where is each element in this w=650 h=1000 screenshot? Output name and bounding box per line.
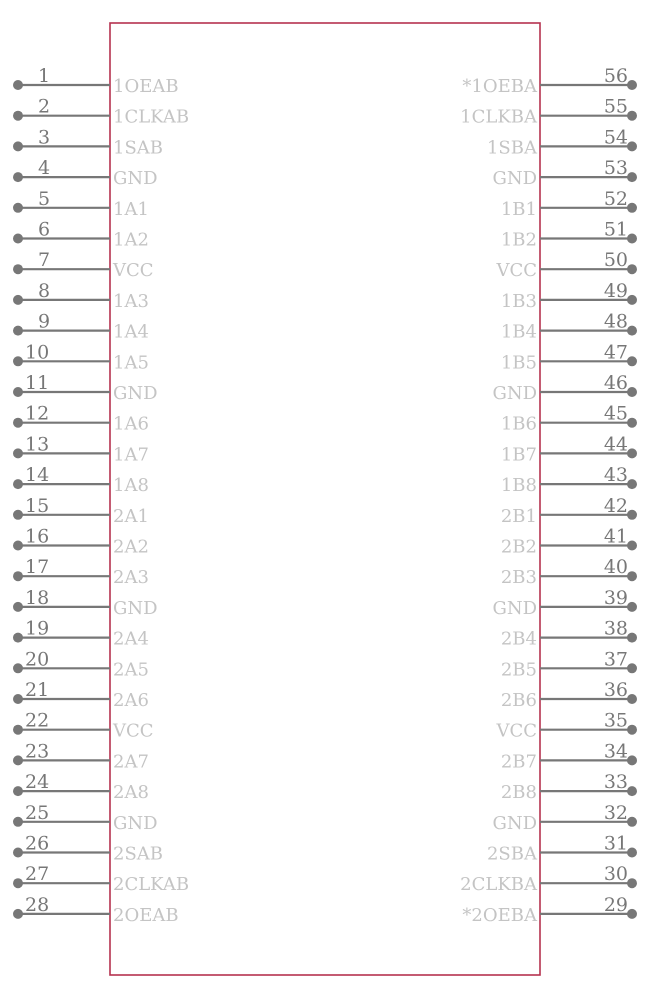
- pin-end-dot: [627, 418, 637, 428]
- pin-end-dot: [627, 663, 637, 673]
- pin-number: 18: [25, 586, 50, 609]
- pin-name: 2A7: [113, 751, 149, 773]
- pin-name: 1OEAB: [113, 76, 179, 97]
- pin-14: [13, 464, 149, 496]
- pin-number: 54: [603, 126, 628, 149]
- pin-number: 41: [603, 525, 628, 548]
- pin-21: [13, 679, 149, 711]
- pin-number: 19: [25, 617, 50, 640]
- pin-number: 8: [38, 279, 51, 302]
- pin-name: 2B5: [500, 659, 537, 681]
- pin-32: [492, 802, 637, 834]
- pin-end-dot: [627, 510, 637, 520]
- pin-name: 1B1: [500, 198, 537, 220]
- pin-end-dot: [627, 786, 637, 796]
- pin-name: 2A3: [113, 567, 149, 589]
- pin-number: 42: [603, 494, 628, 517]
- pin-43: [501, 464, 637, 496]
- pin-18: [13, 587, 158, 619]
- pin-39: [492, 587, 637, 619]
- pin-9: [13, 311, 149, 343]
- pin-number: 53: [603, 157, 628, 180]
- pin-number: 55: [603, 95, 628, 118]
- pin-number: 2: [38, 95, 51, 118]
- pin-end-dot: [13, 633, 23, 643]
- pin-name: 1CLKAB: [113, 106, 190, 128]
- pin-end-dot: [627, 602, 637, 612]
- pin-34: [501, 740, 637, 772]
- pin-name: GND: [492, 597, 537, 619]
- pin-end-dot: [13, 479, 23, 489]
- pin-name: 2SAB: [113, 843, 164, 865]
- pin-end-dot: [627, 725, 637, 735]
- pin-number: 21: [25, 679, 50, 701]
- pin-end-dot: [13, 571, 23, 581]
- pin-number: 12: [25, 402, 50, 425]
- pin-number: 43: [603, 464, 628, 487]
- pin-55: [460, 96, 637, 128]
- pin-name: 2B1: [500, 505, 537, 527]
- pin-56: [462, 65, 637, 97]
- pin-end-dot: [13, 786, 23, 796]
- pin-end-dot: [627, 172, 637, 182]
- pin-2: [13, 96, 189, 128]
- pin-name: 2CLKBA: [460, 874, 537, 896]
- pin-number: 33: [603, 771, 628, 794]
- pin-end-dot: [627, 817, 637, 827]
- pin-name: VCC: [496, 260, 537, 282]
- pin-end-dot: [13, 356, 23, 366]
- pin-name: 2B4: [500, 628, 537, 650]
- pin-end-dot: [627, 448, 637, 458]
- pin-number: 7: [38, 249, 51, 272]
- pin-19: [13, 618, 149, 650]
- pin-end-dot: [627, 141, 637, 151]
- pin-name: 2B6: [500, 690, 537, 711]
- pin-end-dot: [627, 755, 637, 765]
- pin-16: [13, 526, 149, 558]
- pin-end-dot: [13, 663, 23, 673]
- pin-3: [13, 126, 163, 158]
- pin-53: [492, 157, 637, 189]
- pin-name: 1A1: [113, 198, 149, 220]
- pin-end-dot: [627, 295, 637, 305]
- pin-4: [13, 157, 158, 189]
- pin-name: VCC: [496, 720, 537, 742]
- pin-number: 27: [25, 863, 50, 886]
- pin-name: 2A5: [113, 659, 149, 681]
- pin-12: [13, 403, 149, 435]
- pin-52: [501, 188, 637, 220]
- pin-number: 52: [603, 187, 628, 210]
- pin-name: 1B3: [500, 290, 537, 312]
- pin-name: 1A2: [113, 229, 149, 251]
- pin-end-dot: [13, 387, 23, 397]
- pin-13: [13, 433, 149, 465]
- pin-name: 1B2: [500, 229, 537, 251]
- pin-40: [501, 556, 637, 588]
- pin-41: [501, 526, 637, 558]
- pin-end-dot: [13, 326, 23, 336]
- pin-number: 37: [603, 648, 628, 671]
- pin-end-dot: [13, 725, 23, 735]
- pin-number: 29: [603, 893, 628, 916]
- pin-17: [13, 556, 149, 588]
- pin-end-dot: [627, 848, 637, 858]
- pin-number: 32: [603, 801, 628, 824]
- pin-number: 45: [603, 402, 628, 425]
- pin-end-dot: [13, 111, 23, 121]
- pin-number: 16: [25, 525, 50, 548]
- pin-end-dot: [13, 755, 23, 765]
- pin-number: 17: [25, 556, 50, 579]
- pin-name: 1B6: [500, 413, 537, 435]
- pin-name: GND: [113, 168, 158, 190]
- pin-end-dot: [13, 541, 23, 551]
- pin-33: [501, 771, 637, 803]
- pin-number: 51: [603, 218, 628, 241]
- pin-name: 1A5: [113, 352, 149, 374]
- pin-30: [460, 863, 637, 895]
- pin-end-dot: [627, 909, 637, 919]
- pin-name: GND: [113, 812, 158, 834]
- pin-name: 2B3: [500, 567, 537, 589]
- pin-name: 1SBA: [486, 137, 537, 159]
- pin-number: 10: [25, 341, 50, 364]
- pin-number: 47: [603, 341, 628, 364]
- pin-number: 1: [38, 65, 51, 87]
- pin-number: 9: [38, 310, 51, 333]
- pin-end-dot: [13, 295, 23, 305]
- pin-name: 2OEAB: [113, 904, 179, 926]
- pin-name: 2B7: [500, 751, 537, 773]
- pin-51: [501, 219, 637, 251]
- pin-number: 11: [25, 372, 50, 394]
- pin-name: VCC: [113, 720, 154, 742]
- pin-end-dot: [13, 234, 23, 244]
- pin-name: 2A8: [113, 782, 149, 804]
- pin-27: [13, 863, 189, 895]
- pin-11: [13, 372, 158, 404]
- ic-body-outline: [110, 23, 540, 975]
- pin-number: 46: [603, 372, 628, 394]
- pin-number: 50: [603, 249, 628, 272]
- pin-50: [495, 249, 637, 281]
- pin-45: [501, 403, 637, 435]
- pin-23: [13, 740, 149, 772]
- pin-1: [13, 65, 179, 97]
- pin-number: 20: [25, 648, 50, 671]
- pin-end-dot: [13, 848, 23, 858]
- left-pin-group: [13, 65, 189, 926]
- pin-name: 1B7: [500, 444, 537, 466]
- pin-name: 1A6: [113, 413, 149, 435]
- pin-end-dot: [13, 172, 23, 182]
- pin-name: 2A2: [113, 536, 149, 558]
- pin-number: 6: [38, 218, 51, 241]
- pin-end-dot: [627, 479, 637, 489]
- pin-number: 35: [603, 709, 628, 732]
- pin-24: [13, 771, 149, 803]
- pin-number: 26: [25, 832, 50, 855]
- pin-5: [13, 188, 149, 220]
- pin-end-dot: [627, 234, 637, 244]
- pin-name: 1A7: [113, 444, 149, 466]
- pin-end-dot: [13, 141, 23, 151]
- pin-end-dot: [627, 264, 637, 274]
- pin-number: 13: [25, 433, 50, 456]
- pin-7: [13, 249, 154, 281]
- pin-end-dot: [13, 602, 23, 612]
- pin-end-dot: [627, 541, 637, 551]
- pin-end-dot: [13, 80, 23, 90]
- pin-name: GND: [113, 383, 158, 404]
- pin-end-dot: [13, 694, 23, 704]
- pin-name: 2A6: [113, 690, 149, 711]
- pin-end-dot: [13, 418, 23, 428]
- pin-end-dot: [13, 510, 23, 520]
- pin-name: 2B2: [500, 536, 537, 558]
- pin-number: 30: [603, 863, 628, 886]
- pin-end-dot: [13, 909, 23, 919]
- pin-number: 31: [603, 832, 628, 855]
- pin-name: 1A3: [113, 290, 149, 312]
- pin-end-dot: [13, 264, 23, 274]
- pin-number: 3: [38, 126, 51, 149]
- pin-end-dot: [627, 111, 637, 121]
- pin-name: *2OEBA: [462, 904, 537, 926]
- pin-name: GND: [492, 812, 537, 834]
- pin-name: 1CLKBA: [460, 106, 537, 128]
- pin-number: 14: [25, 464, 50, 487]
- pin-name: 2CLKAB: [113, 874, 190, 896]
- pin-number: 36: [603, 679, 628, 701]
- pin-end-dot: [13, 203, 23, 213]
- pin-name: 2A4: [113, 628, 149, 650]
- pin-name: GND: [113, 597, 158, 619]
- pin-37: [501, 648, 637, 680]
- pin-number: 44: [603, 433, 628, 456]
- pin-44: [501, 433, 637, 465]
- pin-name: GND: [492, 383, 537, 404]
- pin-48: [501, 311, 637, 343]
- pin-29: [462, 894, 637, 926]
- pin-end-dot: [627, 878, 637, 888]
- pin-22: [13, 710, 154, 742]
- pin-number: 40: [603, 556, 628, 579]
- pin-name: 2A1: [113, 505, 149, 527]
- pin-name: 2SBA: [486, 843, 537, 865]
- pin-name: 1B5: [500, 352, 537, 374]
- pin-31: [487, 833, 637, 865]
- right-pin-group: [460, 65, 637, 926]
- pin-end-dot: [627, 387, 637, 397]
- pin-name: 1A4: [113, 321, 149, 343]
- pin-name: 1A8: [113, 475, 149, 497]
- pin-end-dot: [627, 633, 637, 643]
- pin-name: 2B8: [500, 782, 537, 804]
- pin-number: 23: [25, 740, 50, 763]
- pin-name: 1SAB: [113, 137, 164, 159]
- pin-end-dot: [13, 878, 23, 888]
- pin-6: [13, 219, 149, 251]
- pin-end-dot: [627, 694, 637, 704]
- pin-38: [501, 618, 637, 650]
- pin-name: VCC: [113, 260, 154, 282]
- pin-47: [501, 341, 637, 373]
- pin-26: [13, 833, 163, 865]
- pin-end-dot: [13, 817, 23, 827]
- pin-28: [13, 894, 179, 926]
- pin-number: 48: [603, 310, 628, 333]
- pin-42: [501, 495, 637, 527]
- pin-number: 28: [25, 893, 50, 916]
- pin-36: [501, 679, 637, 711]
- pin-end-dot: [627, 80, 637, 90]
- pin-54: [487, 126, 637, 158]
- pin-number: 56: [603, 65, 628, 87]
- pin-20: [13, 648, 149, 680]
- pin-name: *1OEBA: [462, 76, 537, 97]
- pin-number: 22: [25, 709, 50, 732]
- pin-number: 15: [25, 494, 50, 517]
- pin-number: 25: [25, 801, 50, 824]
- pin-number: 38: [603, 617, 628, 640]
- pin-35: [495, 710, 637, 742]
- pin-end-dot: [13, 448, 23, 458]
- pin-number: 5: [38, 187, 51, 210]
- pin-15: [13, 495, 149, 527]
- pin-end-dot: [627, 326, 637, 336]
- pin-name: 1B8: [500, 475, 537, 497]
- pin-number: 24: [25, 771, 50, 794]
- pin-46: [492, 372, 637, 404]
- pin-8: [13, 280, 149, 312]
- pin-end-dot: [627, 356, 637, 366]
- pin-name: GND: [492, 168, 537, 190]
- pin-end-dot: [627, 571, 637, 581]
- pin-25: [13, 802, 158, 834]
- pin-name: 1B4: [500, 321, 537, 343]
- pin-number: 34: [603, 740, 628, 763]
- pin-49: [501, 280, 637, 312]
- pin-10: [13, 341, 149, 373]
- pin-number: 4: [38, 157, 51, 180]
- pin-number: 39: [603, 586, 628, 609]
- pin-end-dot: [627, 203, 637, 213]
- pin-number: 49: [603, 279, 628, 302]
